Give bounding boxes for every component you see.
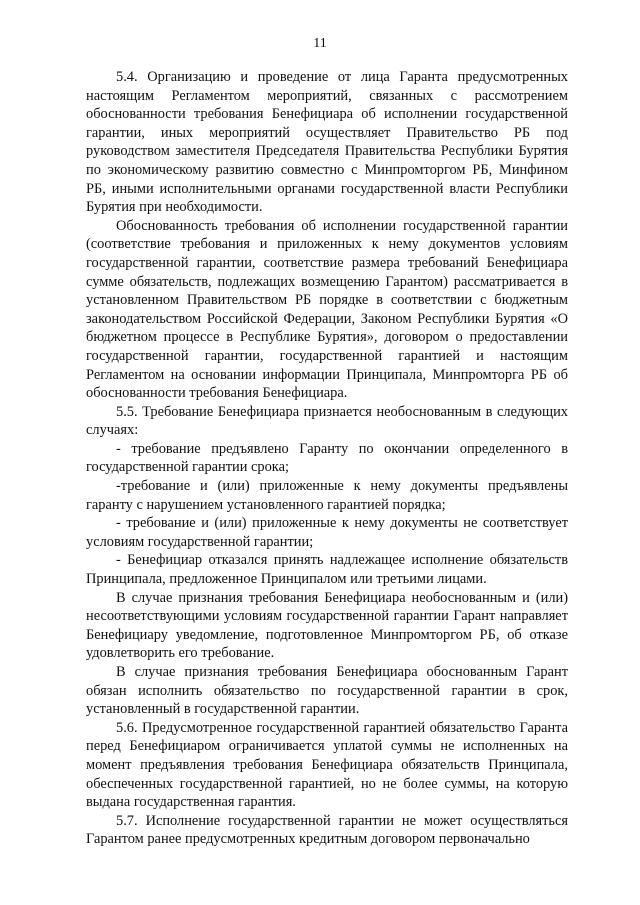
list-item-refused-performance: - Бенефициар отказался принять надлежащее исполнение обязательств Принципала, предложенное Принципалом или третьими лицами. xyxy=(86,552,568,588)
page-number: 11 xyxy=(313,36,327,51)
list-item-order-violation: -требование и (или) приложенные к нему документы предъявлены гаранту с нарушением установленного гарантией порядка; xyxy=(86,478,568,513)
paragraph-5-7: 5.7. Исполнение государственной гарантии не может осуществляться Гарантом ранее предусмотренных кредитным договором первоначально xyxy=(86,812,568,848)
paragraph-5-6: 5.6. Предусмотренное государственной гарантией обязательство Гаранта перед Бенефициаром ограничивается уплатой суммы не исполненных на момент предъявления требования Бенефициара обязательств Принципала, обеспеченных государственной гарантией, но не более суммы, на которую выдана государственная гарантия. xyxy=(86,719,568,811)
paragraph-unfounded-claim: В случае признания требования Бенефициара необоснованным и (или) несоответствующими условиям государственной гарантии Гарант направляет Бенефициару уведомление, подготовленное Минпромторгом РБ, об отказе удовлетворить его требование. xyxy=(86,589,568,662)
list-item-deadline: - требование предъявлено Гаранту по окончании определенного в государственной гарантии срока; xyxy=(86,440,568,476)
document-body xyxy=(86,68,568,849)
paragraph-5-5: 5.5. Требование Бенефициара признается необоснованным в следующих случаях: xyxy=(86,403,568,439)
list-item-terms-mismatch: - требование и (или) приложенные к нему документы не соответствует условиям государственной гарантии; xyxy=(86,515,568,550)
paragraph-founded-claim: В случае признания требования Бенефициара обоснованным Гарант обязан исполнить обязательство по государственной гарантии в срок, установленный в государственной гарантии. xyxy=(86,664,568,718)
paragraph-validity: Обоснованность требования об исполнении государственной гарантии (соответствие требования и приложенных к нему документов условиям государственной гарантии, соответствие размера требований Бенефициара сумме обязательств, подлежащих возмещению Гарантом) рассматривается в установленном Правительством РБ порядке в соответствии с бюджетным законодательством Российской Федерации, Законом Республики Бурятия «О бюджетном процессе в Республике Бурятия», договором о предоставлении государственной гарантии, государственной гарантией и настоящим Регламентом на основании информации Принципала, Минпромторга РБ об обоснованности требования Бенефициара. xyxy=(86,217,568,402)
paragraph-5-4: 5.4. Организацию и проведение от лица Гаранта предусмотренных настоящим Регламентом мероприятий, связанных с рассмотрением обоснованности требования Бенефициара об исполнении государственной гарантии, иных мероприятий осуществляет Правительство РБ под руководством заместителя Председателя Правительства Республики Бурятия по экономическому развитию совместно с Минпромторгом РБ, Минфином РБ, иными исполнительными органами государственной власти Республики Бурятия при необходимости. xyxy=(86,69,568,216)
